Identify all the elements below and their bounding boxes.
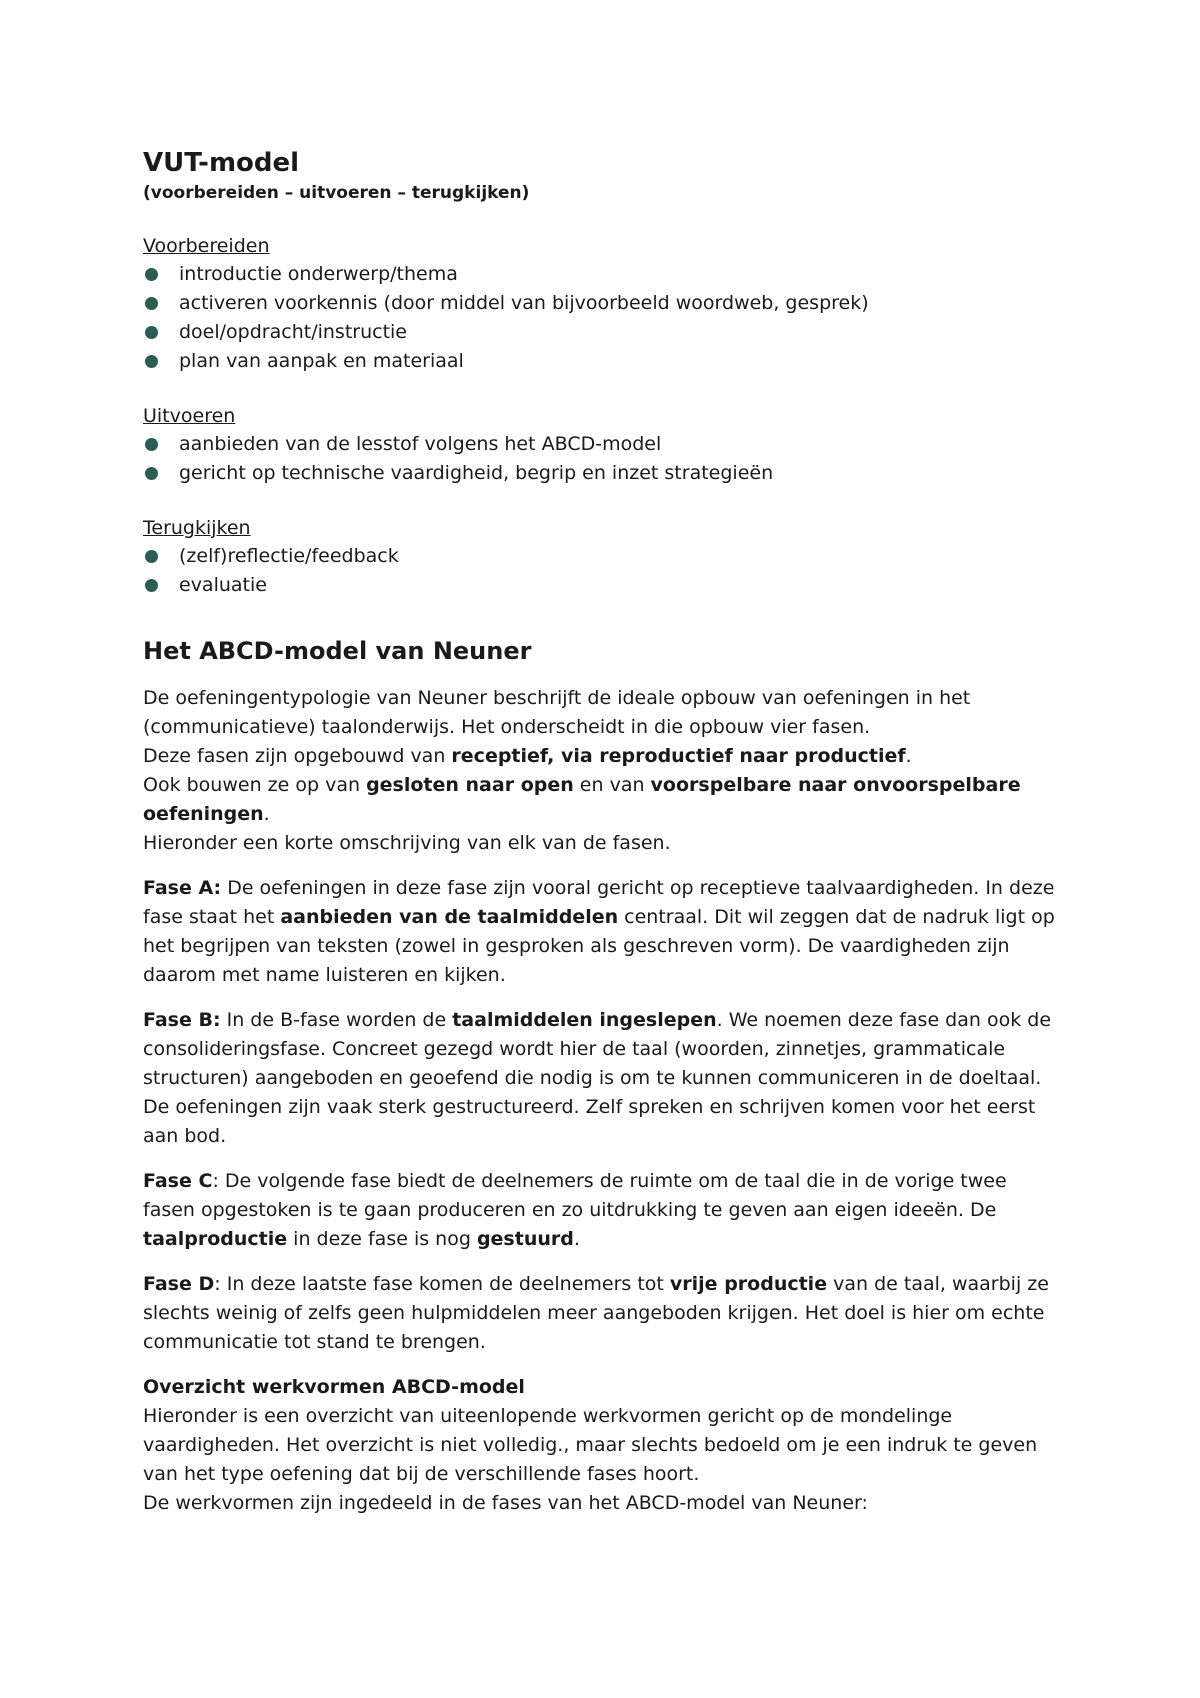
bullet-dot-icon	[145, 438, 158, 451]
vut-title: VUT-model	[143, 148, 300, 178]
section-label-uitvoeren: Uitvoeren	[143, 405, 236, 427]
list-item: doel/opdracht/instructie	[143, 318, 1063, 347]
abcd-intro-paragraph: De oefeningentypologie van Neuner beschrijft de ideale opbouw van oefeningen in het (communicatieve) taalonderwijs. Het onderscheidt in die opbouw vier fasen. Deze fasen zijn opgebouwd van receptief, via reproductief naar productief. Ook bouwen ze op van gesloten naar open en van voorspelbare naar onvoorspelbare oefeningen. Hieronder een korte omschrijving van elk van de fasen.	[143, 687, 1021, 854]
vut-subtitle: (voorbereiden – uitvoeren – terugkijken)	[143, 183, 530, 203]
overzicht-paragraph: Overzicht werkvormen ABCD-model Hieronder is een overzicht van uiteenlopende werkvormen gericht op de mondelinge vaardigheden. Het overzicht is niet volledig., maar slechts bedoeld om je een indruk te geven van het type oefening dat bij de verschillende fases hoort. De werkvormen zijn ingedeeld in de fases van het ABCD-model van Neuner:	[143, 1376, 1038, 1514]
list-terugkijken	[143, 542, 1063, 600]
bullet-dot-icon	[145, 550, 158, 563]
document-content	[143, 146, 1063, 1518]
bullet-dot-icon	[145, 579, 158, 592]
overzicht-title: Overzicht werkvormen ABCD-model	[143, 1376, 525, 1398]
list-item: introductie onderwerp/thema	[143, 260, 1063, 289]
list-item: activeren voorkennis (door middel van bijvoorbeeld woordweb, gesprek)	[143, 289, 1063, 318]
list-item: aanbieden van de lesstof volgens het ABCD-model	[143, 430, 1063, 459]
list-voorbereiden	[143, 260, 1063, 376]
fase-c-paragraph: Fase C: De volgende fase biedt de deelnemers de ruimte om de taal die in de vorige twee fasen opgestoken is te gaan produceren en zo uitdrukking te geven aan eigen ideeën. De taalproductie in deze fase is nog gestuurd.	[143, 1170, 1007, 1250]
bullet-dot-icon	[145, 467, 158, 480]
section-label-voorbereiden: Voorbereiden	[143, 235, 270, 257]
bullet-dot-icon	[145, 355, 158, 368]
list-uitvoeren	[143, 430, 1063, 488]
bullet-dot-icon	[145, 297, 158, 310]
bullet-dot-icon	[145, 326, 158, 339]
bullet-dot-icon	[145, 268, 158, 281]
fase-d-paragraph: Fase D: In deze laatste fase komen de deelnemers tot vrije productie van de taal, waarbij ze slechts weinig of zelfs geen hulpmiddelen meer aangeboden krijgen. Het doel is hier om echte communicatie tot stand te brengen.	[143, 1273, 1049, 1353]
fase-a-paragraph: Fase A: De oefeningen in deze fase zijn vooral gericht op receptieve taalvaardigheden. In deze fase staat het aanbieden van de taalmiddelen centraal. Dit wil zeggen dat de nadruk ligt op het begrijpen van teksten (zowel in gesproken als geschreven vorm). De vaardigheden zijn daarom met name luisteren en kijken.	[143, 877, 1055, 986]
fase-b-paragraph: Fase B: In de B-fase worden de taalmiddelen ingeslepen. We noemen deze fase dan ook de consolideringsfase. Concreet gezegd wordt hier de taal (woorden, zinnetjes, grammaticale structuren) aangeboden en geoefend die nodig is om te kunnen communiceren in de doeltaal. De oefeningen zijn vaak sterk gestructureerd. Zelf spreken en schrijven komen voor het eerst aan bod.	[143, 1009, 1052, 1147]
list-item: evaluatie	[143, 571, 1063, 600]
list-item: gericht op technische vaardigheid, begrip en inzet strategieën	[143, 459, 1063, 488]
abcd-title: Het ABCD-model van Neuner	[143, 637, 532, 665]
list-item: (zelf)reflectie/feedback	[143, 542, 1063, 571]
list-item: plan van aanpak en materiaal	[143, 347, 1063, 376]
section-label-terugkijken: Terugkijken	[143, 517, 251, 539]
